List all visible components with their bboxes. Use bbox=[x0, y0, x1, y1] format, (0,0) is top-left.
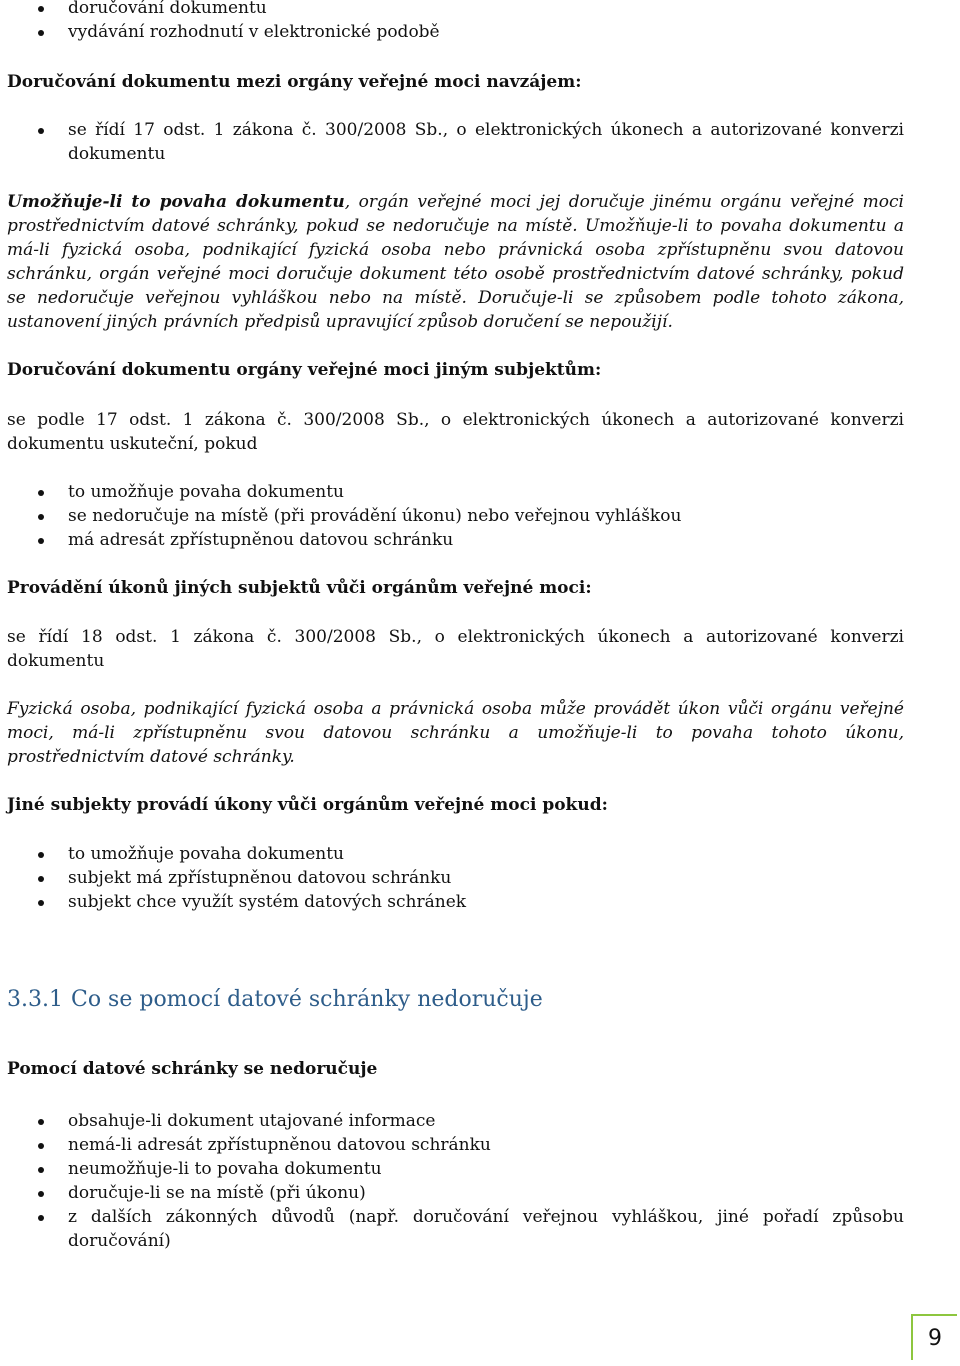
list-item: doručování dokumentu bbox=[0, 0, 904, 20]
list-item: subjekt má zpřístupněnou datovou schránku bbox=[0, 866, 904, 890]
list-item: to umožňuje povaha dokumentu bbox=[0, 842, 904, 866]
paragraph-law-17-delivery: se podle 17 odst. 1 zákona č. 300/2008 Sb., o elektronických úkonech a autorizované konverzi dokumentu uskuteční, pokud bbox=[7, 410, 904, 454]
bullet-list-delivery bbox=[0, 0, 904, 44]
heading-between-authorities: Doručování dokumentu mezi orgány veřejné moci navzájem: bbox=[7, 72, 582, 92]
paragraph-delivery-rules bbox=[7, 190, 904, 334]
list-item: obsahuje-li dokument utajované informace bbox=[0, 1109, 904, 1133]
section-heading bbox=[7, 986, 543, 1014]
bullet-list-other-subjects bbox=[0, 842, 904, 914]
bullet-list-conditions bbox=[0, 480, 904, 552]
emphasis-text: Umožňuje-li to povaha dokumentu bbox=[7, 192, 345, 212]
section-title: Co se pomocí datové schránky nedoručuje bbox=[70, 987, 543, 1012]
bullet-list-not-delivered bbox=[0, 1109, 904, 1253]
list-item: se nedoručuje na místě (při provádění úkonu) nebo veřejnou vyhláškou bbox=[0, 504, 904, 528]
paragraph-law-18: se řídí 18 odst. 1 zákona č. 300/2008 Sb., o elektronických úkonech a autorizované konverzi dokumentu bbox=[7, 627, 904, 671]
list-item: subjekt chce využít systém datových schránek bbox=[0, 890, 904, 914]
list-item: z dalších zákonných důvodů (např. doručování veřejnou vyhláškou, jiné pořadí způsobu doručování) bbox=[0, 1205, 904, 1253]
bullet-list-law-17 bbox=[0, 118, 904, 166]
list-item: má adresát zpřístupněnou datovou schránku bbox=[0, 528, 904, 552]
paragraph-text: , orgán veřejné moci jej doručuje jinému orgánu veřejné moci prostřednictvím datové schránky, pokud se nedoručuje na místě. Umožňuje-li to povaha dokumentu a má-li fyzická osoba, podnikající fyzická osoba nebo právnická osoba zpřístupněnu svou datovou schránku, orgán veřejné moci doručuje dokument této osobě prostřednictvím datové schránky, pokud se nedoručuje veřejnou vyhláškou nebo na místě. Doručuje-li se způsobem podle tohoto zákona, ustanovení jiných právních předpisů upravující způsob doručení se nepoužijí. bbox=[7, 192, 904, 332]
list-item: neumožňuje-li to povaha dokumentu bbox=[0, 1157, 904, 1181]
heading-to-other-subjects: Doručování dokumentu orgány veřejné moci jiným subjektům: bbox=[7, 360, 602, 380]
list-item: to umožňuje povaha dokumentu bbox=[0, 480, 904, 504]
section-number: 3.3.1 bbox=[7, 987, 63, 1012]
paragraph-natural-person: Fyzická osoba, podnikající fyzická osoba a právnická osoba může provádět úkon vůči orgánu veřejné moci, má-li zpřístupněnu svou datovou schránku a umožňuje-li to povaha tohoto úkonu, prostřednictvím datové schránky. bbox=[7, 699, 904, 767]
list-item: vydávání rozhodnutí v elektronické podobě bbox=[0, 20, 904, 44]
heading-acts-of-subjects: Provádění úkonů jiných subjektů vůči orgánům veřejné moci: bbox=[7, 578, 592, 598]
list-item: doručuje-li se na místě (při úkonu) bbox=[0, 1181, 904, 1205]
list-item: nemá-li adresát zpřístupněnou datovou schránku bbox=[0, 1133, 904, 1157]
heading-other-subjects-acts: Jiné subjekty provádí úkony vůči orgánům veřejné moci pokud: bbox=[7, 795, 608, 815]
heading-not-delivered: Pomocí datové schránky se nedoručuje bbox=[7, 1059, 378, 1079]
page-number: 9 bbox=[911, 1314, 957, 1360]
list-item: se řídí 17 odst. 1 zákona č. 300/2008 Sb., o elektronických úkonech a autorizované konverzi dokumentu bbox=[0, 118, 904, 166]
